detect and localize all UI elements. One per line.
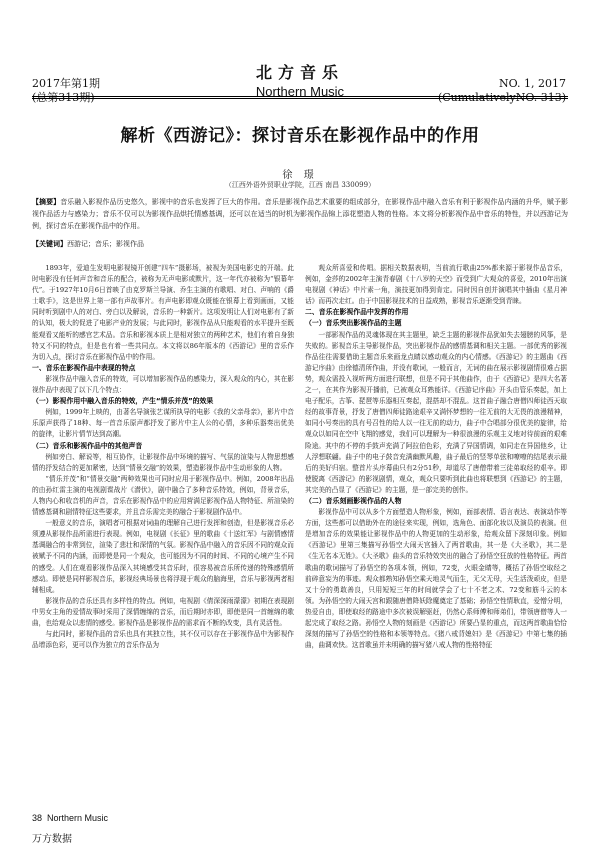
body-paragraph: 1893年，爱迪生发明电影视镜开创建“四车”摄影场，被视为美国电影史的开端。此时电影没有任何声音和音乐的配合，被称为无声电影或默片，这一年代亦被称为“银幕年代”。于1927年10月6日首映了由克罗斯兰导演、乔生主演的有歌唱、对白、声响的《爵士歌手》，这是世界上第一部有声故事片。有声电影即观众既能在银幕上看到画面，又能同时听到剧中人的对白、旁白以及解说，音乐的一种新片。这项发明让人们对电影有了新的认知，极大的促进了电影产业的发展；与此同时，影视作品从只能观看的水平提升至既能观看又能听的感官艺术品。音乐和影视本质上是相对独立的两种艺术，他们有着自身独特又不同的特点，但是也有着一些共同点。本文将以86年版本的《西游记》里的音乐作为切入点，探讨音乐在影视作品中的作用。 bbox=[32, 264, 294, 361]
section-heading: （二）音乐和影视作品中的其他声音 bbox=[32, 441, 143, 450]
page-number: 38 bbox=[32, 813, 43, 823]
abstract bbox=[32, 196, 568, 232]
wanfang-watermark: 万方数据 bbox=[32, 834, 72, 845]
body-paragraph: 影视作品中融入音乐的特效，可以增加影视作品的感染力，深入观众的内心，其在影视作品中表现了以下几个特点： bbox=[32, 374, 294, 395]
body-column-right bbox=[305, 263, 567, 651]
section-heading: （一）影视作用中融入音乐的特效，产生“情乐并茂”的效果 bbox=[32, 397, 214, 406]
page-footer bbox=[32, 813, 108, 823]
issue-total: (总第313期) bbox=[32, 91, 95, 104]
body-paragraph: 影视作品的音乐还具有多样性的特点。例如，电视剧《倩深深雨濛濛》初期在表现剧中男女主角的爱情故事时采用了深情缠绵的音乐，而后期时亦即，即使是同一首缠绵的歌曲，也给观众以悲情的感受。影视作品是影视作品的需求而不断的改变，具有灵活性。 bbox=[32, 596, 294, 627]
header-rule-bottom bbox=[32, 98, 568, 99]
body-paragraph: “情乐并茂”和“情景交融”两种效果也可同时应用于影视作品中。例如，2008年出品的由孙红雷主演的电视剧谍战片《潜伏》，剧中融合了多种音乐特效，例如，背景音乐，人物内心和收音机的声音，音乐在影视作品中的应用营满足影视作品人物特征、所渲染的情感基调和剧情特征这些要求，并且音乐需完美的融合于影视剧作品中。 bbox=[32, 474, 294, 517]
footer-journal: Northern Music bbox=[47, 813, 109, 823]
issue-cumulative: (CumulativelyNO. 313) bbox=[437, 91, 566, 104]
section-heading: （二）音乐刻画影视作品的人物 bbox=[305, 496, 402, 505]
issue-info bbox=[32, 77, 100, 105]
journal-masthead bbox=[200, 63, 400, 100]
body-column-left bbox=[32, 263, 294, 651]
body-paragraph: 例如，1999年上映的，由著名导演张艺谋所执导的电影《我的父亲母亲》，影片中音乐原声获得了18种、每一首音乐原声都抒发了影片中主人公的心情，多种乐器奏出优美的旋律，让影片情节达到高潮。 bbox=[32, 408, 294, 439]
section-heading: 二、音乐在影视作品中发挥的作用 bbox=[305, 308, 409, 317]
article-author: 徐 璟 bbox=[282, 170, 318, 181]
section-heading: （一）音乐突出影视作品的主题 bbox=[305, 319, 402, 328]
body-paragraph: 例如旁白、解说等，相互协作，让影视作品中环境的描写、气氛的渲染与人物思想感情的抒发结合的更加紧密，达到“情景交融”的效果，塑造影视作品中生动形象的人物。 bbox=[32, 452, 294, 472]
abstract-text: 音乐融入影视作品历史悠久，影视中的音乐也发挥了巨大的作用。音乐是影视作品艺术重要的组成部分，在影视作品中融入音乐有利于影视作品内涵的升华，赋予影视作品活力与感染力；音乐不仅可以为影视作品烘托情感基调，还可以在适当的时机为影视作品锦上添花塑造人物的性格。本文将分析影视作品中音乐的特性，并以西游记为例，探讨音乐在影视作品中的作用。 bbox=[32, 198, 569, 230]
journal-name-en: Northern Music bbox=[255, 84, 345, 99]
header-rule-top bbox=[32, 96, 568, 97]
body-paragraph: 一部影视作品的灵魂体现在其主题里，缺乏主题的影视作品犹如失去翅膀的风筝，是失败的。影视音乐主导影视作品，突出影视作品的感情基调和相关主题。一部优秀的影视作品往往需要借助主题音乐来画龙点睛以感动观众的内心情感。《西游记》的主题曲《西游记序曲》由徐德清所作曲，并没有歌词，一般而言，无词的曲在展示影视剧情很难占据势，观众需投入视听两方面进行联想，但是不同于其他曲作，由于《西游记》是四大名著之一，在其作为影视开播前，已被观众耳熟能详。《西游记序曲》开头由管乐奏起，加上电子配乐，古筝、琵琶等乐器相互奏起，混搭却不混乱。这首曲子融合唐僧四师徒西天取经的故事背景，抒发了唐僧四师徒路途艰辛又满怀梦想的一往无前的大无畏的浪漫精神，如同小号奏出的具有号召性的给人以一往无前的动力，曲子中合唱部分很优美的旋律，给观众以如同在空中飞翔的感觉，我们可以理解为一种很浪漫的乐观主义地对待前面的艰难险途。其中的不停的手鼓声充满了阿拉伯色彩，充满了异国情调，如同走在异国他乡，让人浮想联翩。曲子中的电子鼓音充满幽默风趣，曲子最后的竖琴单弦和嘹嘹的结尾表示最后的美好归宿。整首片头序幕曲只有2分51秒，却道尽了唐僧带着三徒弟取经的艰辛。即使脱离《西游记》的影视剧情，观众，观众只要听到此曲也将联想到《西游记》的主题，其完美的凸显了《西游记》的主题，是一部完美的创作。 bbox=[305, 330, 567, 494]
article-title: 解析《西游记》：探讨音乐在影视作品中的作用 bbox=[120, 126, 480, 146]
section-heading: 一、音乐在影视作品中表现的特点 bbox=[32, 363, 136, 372]
keywords-text: 西游记；音乐；影视作品 bbox=[67, 240, 144, 248]
issue-no: NO. 1, 2017 bbox=[499, 77, 566, 90]
body-paragraph: 影视作品中可以从多个方面塑造人物形象，例如，面部表情、语言表达、表演动作等方面，这些都可以借助外在的途径来实现，例如，选角色、面部化妆以及演员的表演。但是增加音乐的效果能让影视作品中的人物更加的生动形象，给观众留下深刻印象。例如《西游记》里第三集描写孙悟空大闹天宫插入了两首歌曲，其一是《大圣歌》，其二是《生无名本无姓》。《大圣歌》曲头的音乐特效突出的融合了孙悟空狂放的性格特征。两首歌曲的歌词描写了孙悟空的各项本领，例如，72变，火眼金睛等，概括了孙悟空取经之前碎意妄为的事迹。观众都熟知孙悟空乘天地灵气而生，无父无母，天生活泼顽皮，但是又十分的勇敢善良，只用短短三年的时间就学会了七十不老之术、72变和筋斗云的本领。为孙悟空的大闹天宫和跟随唐僧降妖除魔奠定了基础；孙悟空性情耿直，爱憎分明，热爱自由，即使取经的路途中多次被误解驱赶，仍然心系师傅和师弟们，带领唐僧等人一起完成了取经之路。孙悟空人物的刻画是《西游记》所要凸显的重点，而这两首歌曲恰恰深刻的描写了孙悟空的性格和本领等特点。《猪八戒背媳妇》是《西游记》中第七集的插曲，曲调欢快。这首歌虽并未明确的描写猪八戒人物的性格特征 bbox=[305, 508, 567, 650]
body-paragraph: 观众所喜爱和传唱。据相关数据表明，当前流行歌曲25%都来源于影视作品音乐，例如，金莎的2002年主演青春剧《十八岁的天空》而受到广大观众的喜爱，2010年出演电视剧《神话》中片素一角，演技更加得到肯定。同时因自创并演唱其中插曲《星月神话》而再次走红。由于中国影视技术的日益成熟，影视音乐逐渐受到青睐。 bbox=[305, 264, 567, 306]
journal-name-cn: 北方音乐 bbox=[255, 63, 344, 82]
keywords-label: 【关键词】 bbox=[32, 239, 67, 248]
issue-number bbox=[438, 77, 566, 105]
abstract-label: 【摘要】 bbox=[32, 197, 61, 206]
body-paragraph: 一般意义的音乐，演唱者可根据对词曲的理解自己进行发挥和创造，但是影视音乐必须遵从影视作品所需进行表现。例如，电视剧《长征》里的歌曲《十送红军》与剧情感情基调融合的非常到位，渲染了悲壮和深情的气氛。影视作品中融入的音乐因不同的观众而被赋予不同的内涵，而即使是同一个观众，也可能因为不同的时间、不同的心境产生不同的感受。人们在观看影视作品深入其境感受其音乐时，很容易被音乐所传递的特殊感情所感动。即使是同样影视音乐，影视经典场景也将浮现于观众的脑海里，音乐与影视两者相辅相成。 bbox=[32, 519, 294, 594]
issue-year: 2017年第1期 bbox=[32, 77, 100, 90]
body-paragraph: 与此同时，影视作品的音乐也具有其独立性，其不仅可以存在于影视作品中为影视作品增添色彩，更可以作为独立的音乐作品为 bbox=[32, 630, 294, 650]
author-affiliation: （江西外语外贸职业学院，江西 南昌 330099） bbox=[224, 181, 376, 189]
keywords bbox=[32, 238, 568, 250]
